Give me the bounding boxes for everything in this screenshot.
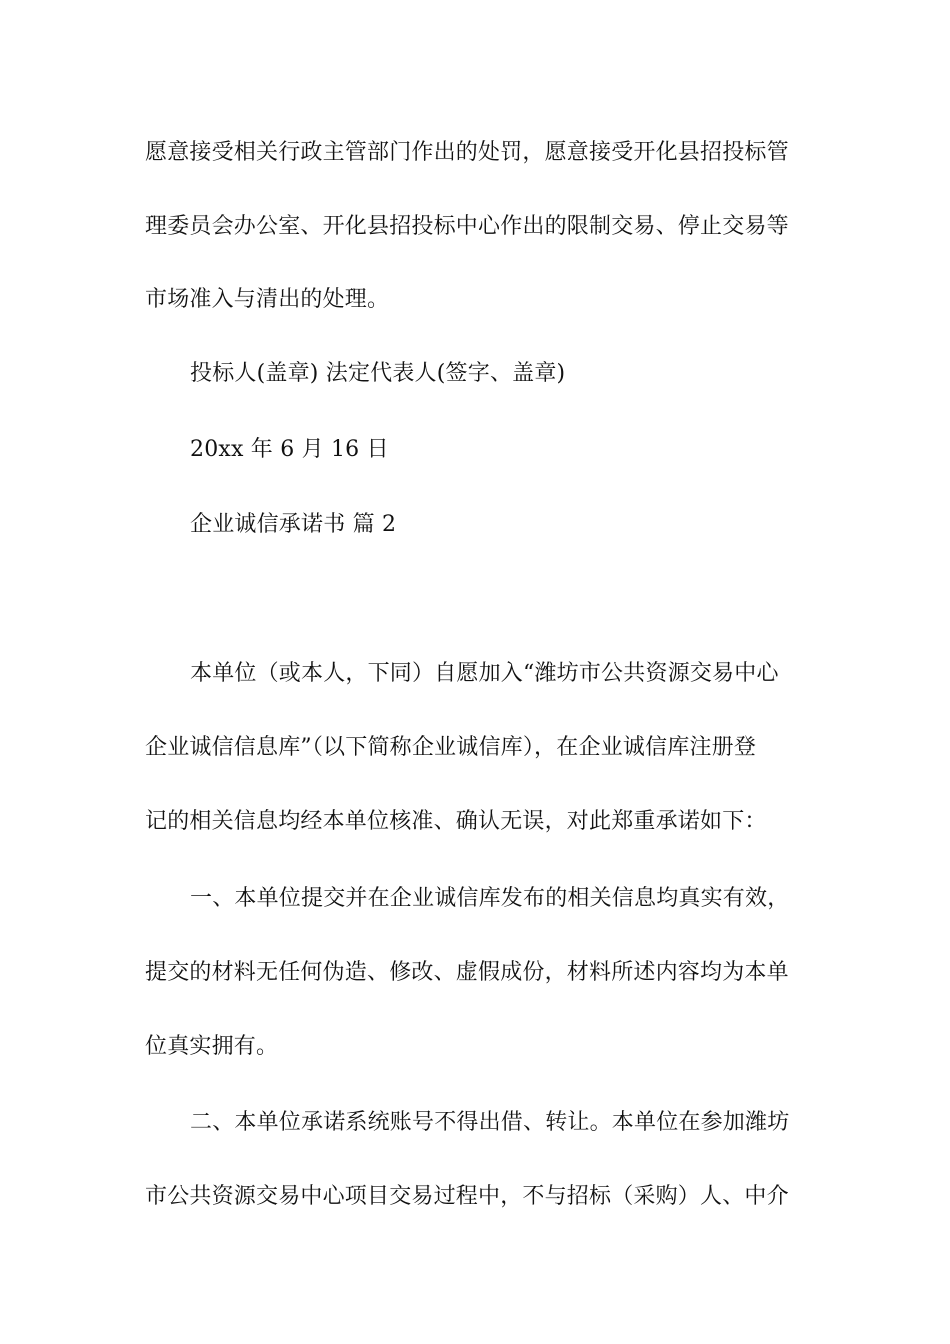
text-line: 提交的材料无任何伪造、修改、虚假成份，材料所述内容均为本单 — [145, 960, 789, 985]
text-line: 一、本单位提交并在企业诚信库发布的相关信息均真实有效， — [190, 886, 790, 911]
text-line: 理委员会办公室、开化县招投标中心作出的限制交易、停止交易等 — [145, 214, 789, 239]
text-line: 市公共资源交易中心项目交易过程中，不与招标（采购）人、中介 — [145, 1184, 789, 1209]
text-line: 记的相关信息均经本单位核准、确认无误，对此郑重承诺如下： — [145, 809, 767, 834]
text-line: 愿意接受相关行政主管部门作出的处罚，愿意接受开化县招投标管 — [145, 140, 789, 165]
date-line: 20xx 年 6 月 16 日 — [190, 437, 389, 462]
text-line: 二、本单位承诺系统账号不得出借、转让。本单位在参加潍坊 — [190, 1110, 790, 1135]
signature-line: 投标人(盖章) 法定代表人(签字、盖章) — [190, 361, 566, 386]
text-line: 位真实拥有。 — [145, 1034, 279, 1059]
text-line: 市场准入与清出的处理。 — [145, 287, 390, 312]
section-title: 企业诚信承诺书 篇 2 — [190, 512, 397, 537]
text-line: 企业诚信信息库”（以下简称企业诚信库），在企业诚信库注册登 — [145, 735, 757, 760]
text-line: 本单位（或本人，下同）自愿加入“潍坊市公共资源交易中心 — [190, 661, 779, 686]
